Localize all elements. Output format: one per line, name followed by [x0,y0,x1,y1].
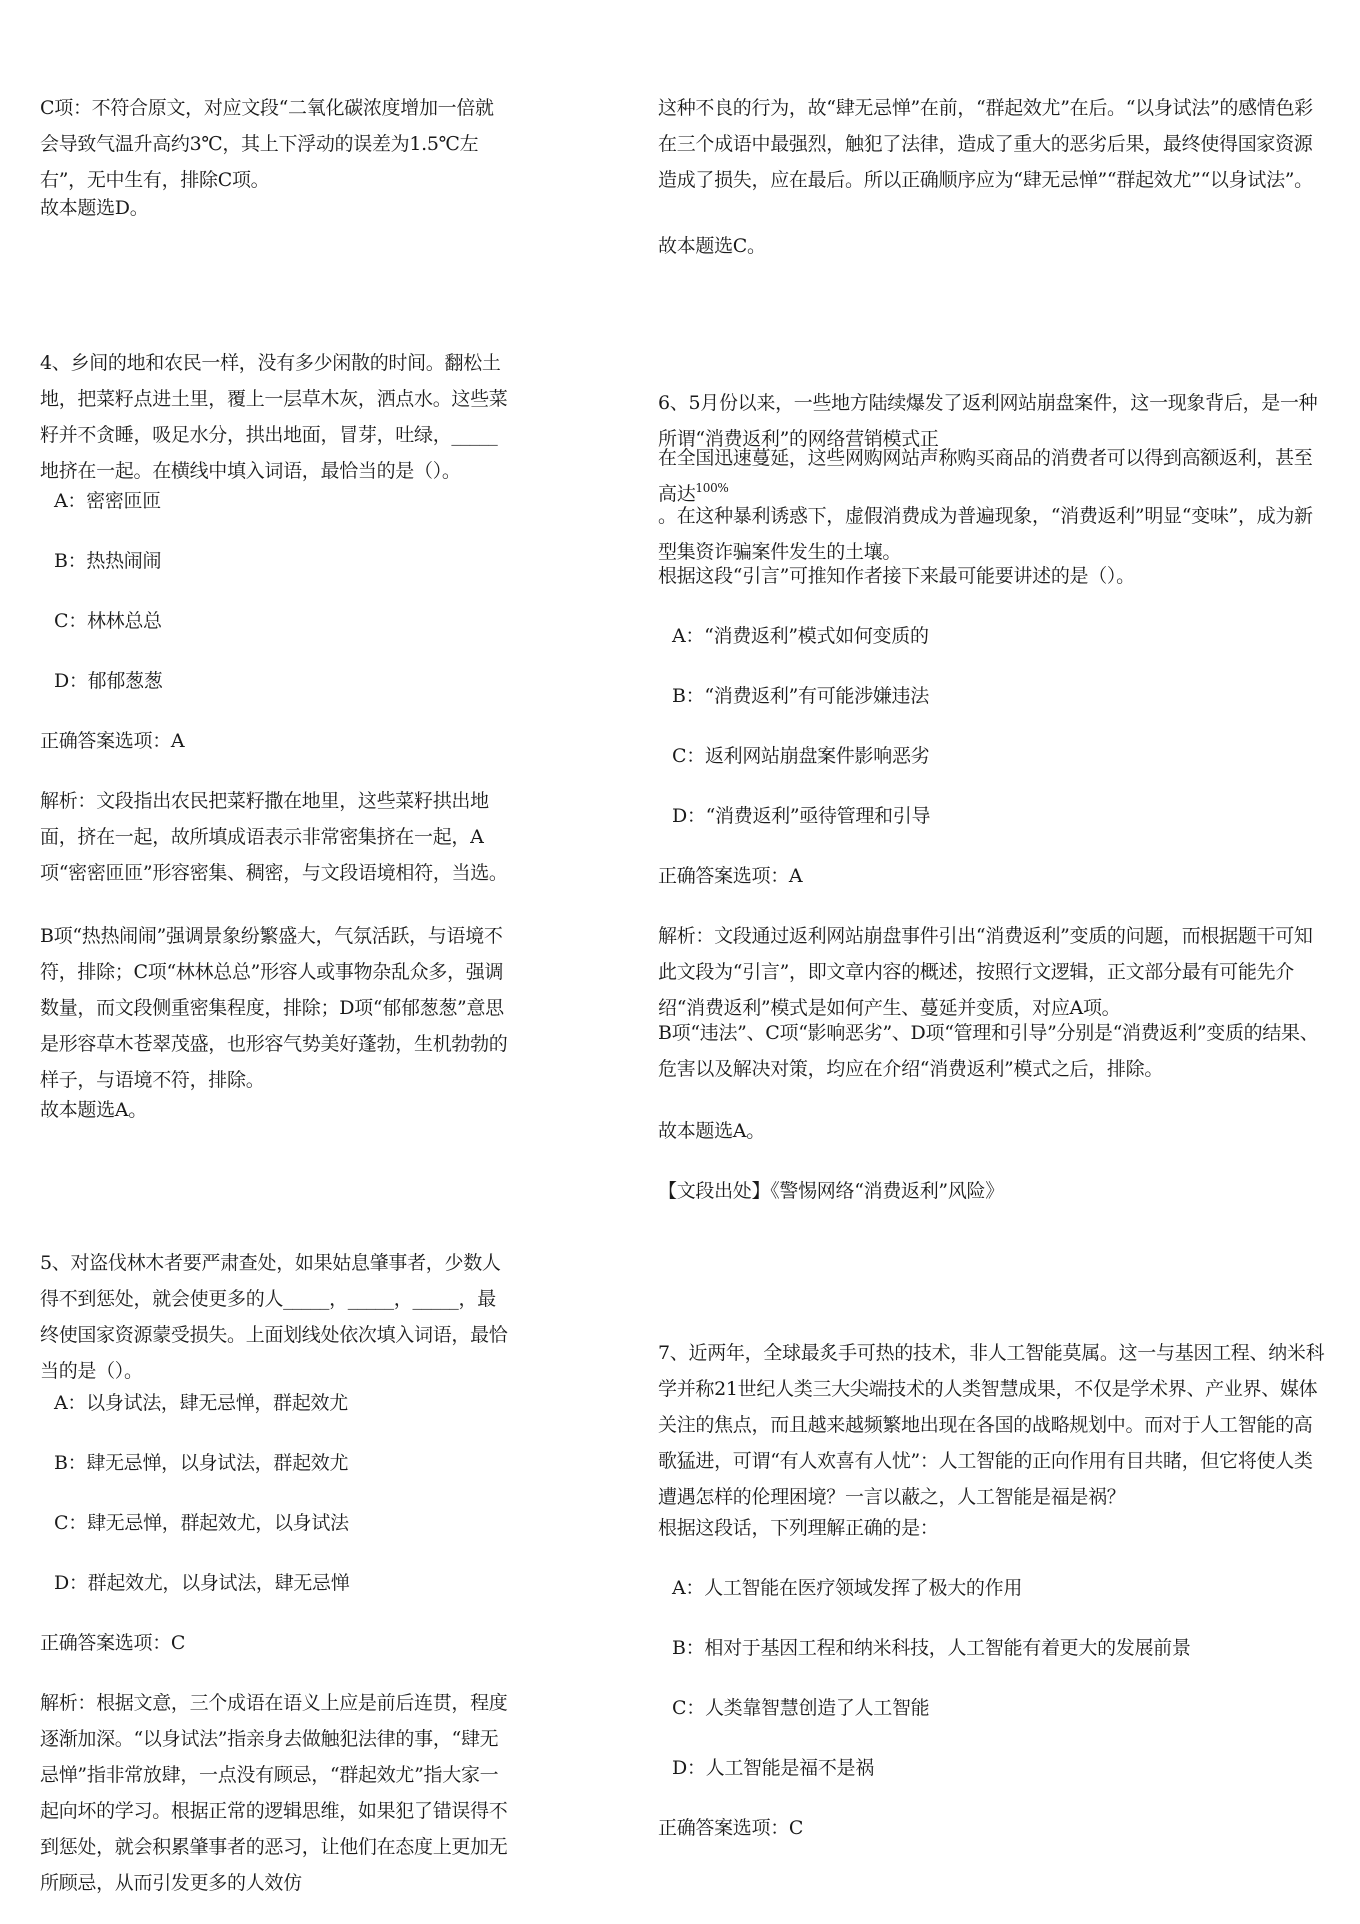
q7-option-b: B：相对于基因工程和纳米科技，人工智能有着更大的发展前景 [672,1637,1191,1659]
q4-option-c: C：林林总总 [54,610,162,632]
q5-option-b: B：肆无忌惮，以身试法，群起效尤 [54,1452,349,1474]
q6-stem-superscript: 100% [695,481,729,495]
q7-option-d: D：人工智能是福不是祸 [672,1757,874,1779]
q6-stem-line-3: 。在这种暴利诱惑下，虚假消费成为普遍现象，“消费返利”明显“变味”，成为新型集资诈骗案件发生的土壤。 [658,505,1313,563]
q6-question: 根据这段“引言”可推知作者接下来最可能要讲述的是（）。 [658,565,1135,587]
q7-option-a: A：人工智能在医疗领域发挥了极大的作用 [672,1577,1023,1599]
q4-option-b: B：热热闹闹 [54,550,162,572]
q6-stem-line-2-text: 在全国迅速蔓延，这些网购网站声称购买商品的消费者可以得到高额返利，甚至高达 [658,447,1313,505]
q5-option-d: D：群起效尤，以身试法，肆无忌惮 [54,1572,350,1594]
q6-analysis-1: 解析：文段通过返利网站崩盘事件引出“消费返利”变质的问题，而根据题干可知此文段为“引言”，即文章内容的概述，按照行文逻辑，正文部分最有可能先介绍“消费返利”模式是如何产生、蔓延并变质，对应A项。 [658,925,1313,1019]
q5-stem: 5、对盗伐林木者要严肃查处，如果姑息肇事者，少数人得不到惩处，就会使更多的人_____，_____，_____，最终使国家资源蒙受损失。上面划线处依次填入词语，最恰当的是（）。 [40,1252,508,1382]
q6-conclusion: 故本题选A。 [658,1120,765,1142]
q4-answer: 正确答案选项：A [40,730,185,752]
q6-option-b: B：“消费返利”有可能涉嫌违法 [672,685,929,707]
q5-analysis: 解析：根据文意，三个成语在语义上应是前后连贯，程度逐渐加深。“以身试法”指亲身去做触犯法律的事，“肆无忌惮”指非常放肆，一点没有顾忌，“群起效尤”指大家一起向坏的学习。根据正常的逻辑思维，如果犯了错误得不到惩处，就会积累肇事者的恶习，让他们在态度上更加无所顾忌，从而引发更多的人效仿 [40,1692,508,1894]
q6-source: 【文段出处】《警惕网络“消费返利”风险》 [658,1180,1004,1202]
q6-option-a: A：“消费返利”模式如何变质的 [672,625,929,647]
q7-stem: 7、近两年，全球最炙手可热的技术，非人工智能莫属。这一与基因工程、纳米科学并称21世纪人类三大尖端技术的人类智慧成果，不仅是学术界、产业界、媒体关注的焦点，而且越来越频繁地出现在各国的战略规划中。而对于人工智能的高歌猛进，可谓“有人欢喜有人忧”：人工智能的正向作用有目共睹，但它将使人类遭遇怎样的伦理困境？一言以蔽之，人工智能是福是祸？ [658,1342,1325,1508]
q5-answer: 正确答案选项：C [40,1632,186,1654]
q6-stem-line-1: 6、5月份以来，一些地方陆续爆发了返利网站崩盘案件，这一现象背后，是一种所谓“消费返利”的网络营销模式正 [658,392,1318,450]
q5-conclusion: 故本题选C。 [658,235,766,257]
q5-option-c: C：肆无忌惮，群起效尤，以身试法 [54,1512,349,1534]
q4-option-a: A：密密匝匝 [54,490,161,512]
q6-option-d: D：“消费返利”亟待管理和引导 [672,805,931,827]
q5-analysis-continued: 这种不良的行为，故“肆无忌惮”在前，“群起效尤”在后。“以身试法”的感情色彩在三个成语中最强烈，触犯了法律，造成了重大的恶劣后果，最终使得国家资源造成了损失，应在最后。所以正确顺序应为“肆无忌惮”“群起效尤”“以身试法”。 [658,97,1313,191]
q7-question: 根据这段话，下列理解正确的是： [658,1517,939,1539]
q3-option-c-note: C项：不符合原文，对应文段“二氧化碳浓度增加一倍就会导致气温升高约3℃，其上下浮动的误差为1.5℃左右”，无中生有，排除C项。 [40,97,494,191]
q4-option-d: D：郁郁葱葱 [54,670,163,692]
q6-answer: 正确答案选项：A [658,865,803,887]
q5-option-a: A：以身试法，肆无忌惮，群起效尤 [54,1392,348,1414]
q6-option-c: C：返利网站崩盘案件影响恶劣 [672,745,930,767]
q4-analysis-2: B项“热热闹闹”强调景象纷繁盛大，气氛活跃，与语境不符，排除；C项“林林总总”形容人或事物杂乱众多，强调数量，而文段侧重密集程度，排除；D项“郁郁葱葱”意思是形容草木苍翠茂盛，也形容气势美好蓬勃，生机勃勃的样子，与语境不符，排除。 [40,925,508,1091]
q3-conclusion: 故本题选D。 [40,197,149,219]
q4-stem: 4、乡间的地和农民一样，没有多少闲散的时间。翻松土地，把菜籽点进土里，覆上一层草木灰，洒点水。这些菜籽并不贪睡，吸足水分，拱出地面，冒芽，吐绿，_____地挤在一起。在横线中填入词语，最恰当的是（）。 [40,352,508,482]
q7-option-c: C：人类靠智慧创造了人工智能 [672,1697,930,1719]
q6-analysis-2: B项“违法”、C项“影响恶劣”、D项“管理和引导”分别是“消费返利”变质的结果、危害以及解决对策，均应在介绍“消费返利”模式之后，排除。 [658,1022,1319,1080]
q4-conclusion: 故本题选A。 [40,1099,147,1121]
q7-answer: 正确答案选项：C [658,1817,804,1839]
q4-analysis-1: 解析：文段指出农民把菜籽撒在地里，这些菜籽拱出地面，挤在一起，故所填成语表示非常密集挤在一起，A项“密密匝匝”形容密集、稠密，与文段语境相符，当选。 [40,790,508,884]
